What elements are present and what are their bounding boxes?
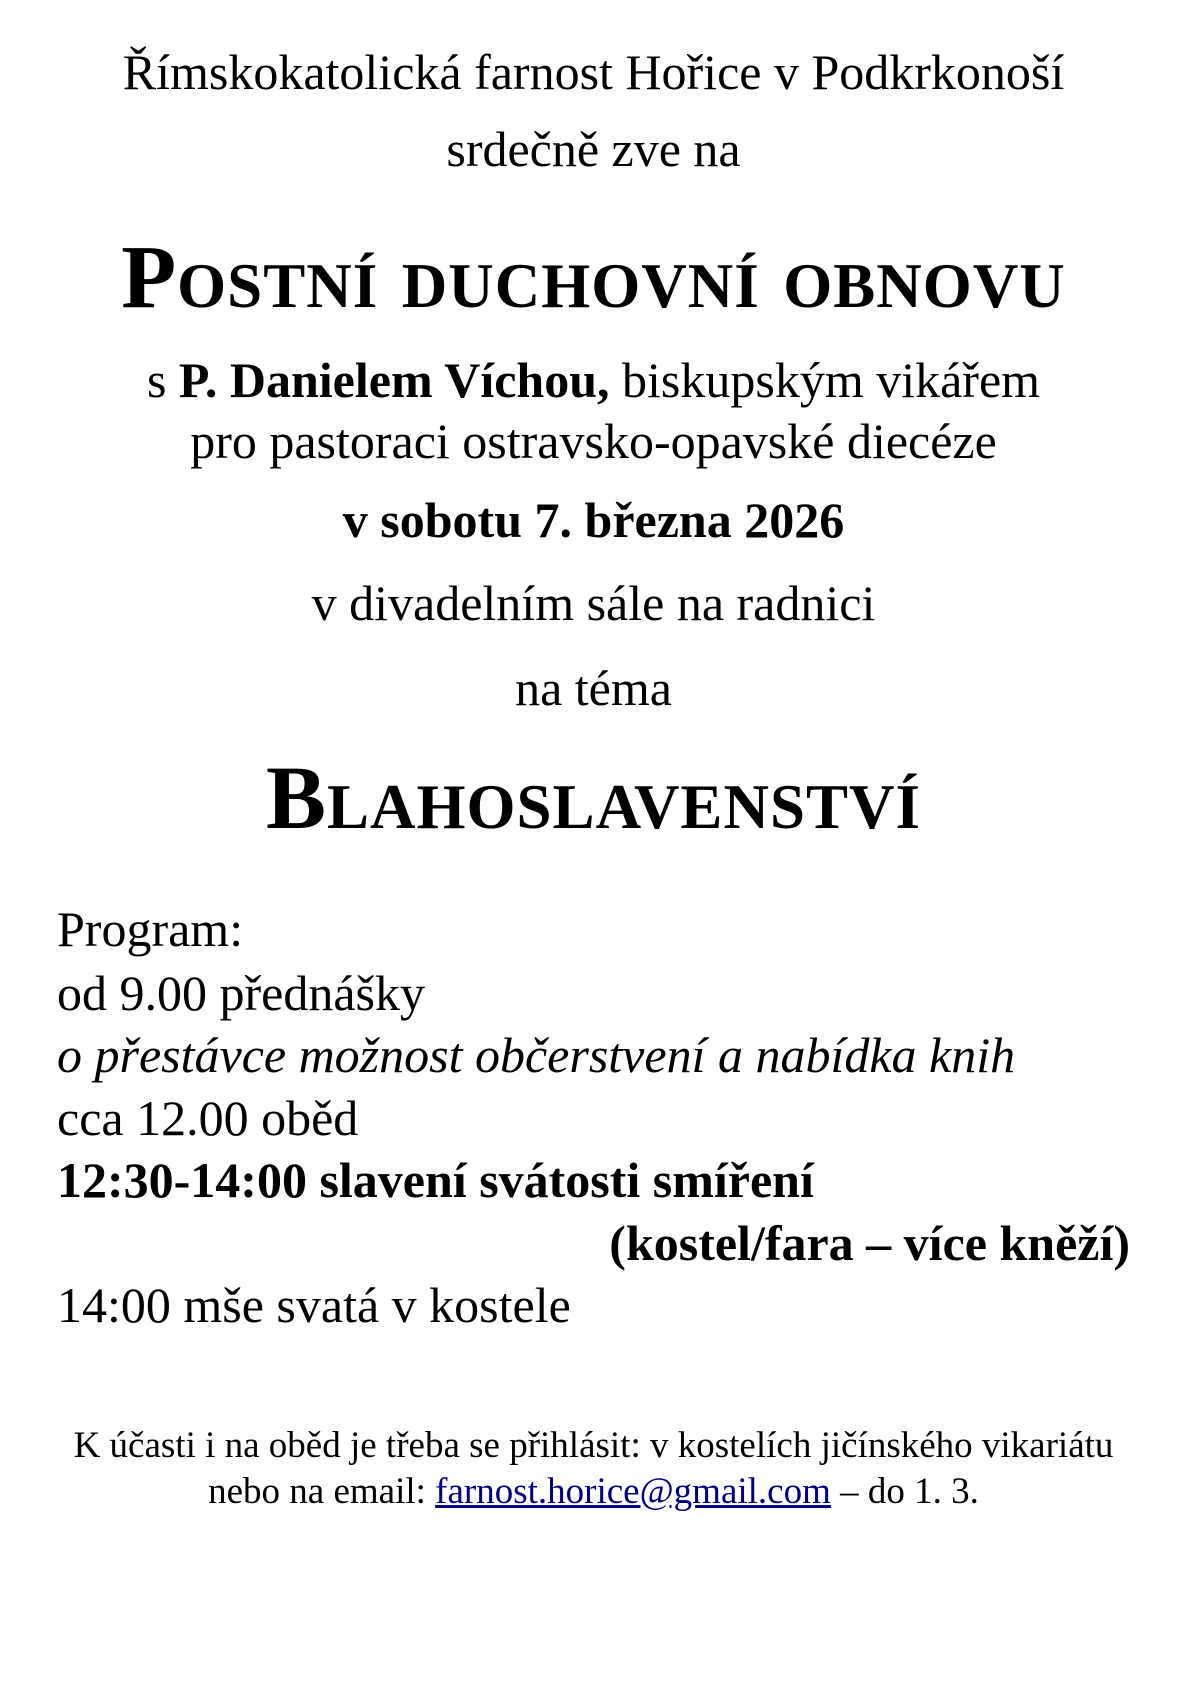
registration-email-link[interactable]: farnost.horice@gmail.com xyxy=(435,1470,831,1512)
speaker-paragraph xyxy=(57,350,1130,472)
theme-title: Blahoslavenství xyxy=(265,749,922,848)
parish-header-line2: srdečně zve na xyxy=(446,121,741,177)
program-item-lectures: od 9.00 přednášky xyxy=(57,964,425,1021)
registration-footer xyxy=(57,1423,1130,1516)
registration-info-line1: K účasti i na oběd je třeba se přihlásit: v kostelích jičínského vikariátu xyxy=(73,1424,1114,1466)
program-item-lunch: cca 12.00 oběd xyxy=(57,1089,359,1146)
program-item-confession-location: (kostel/fara – více kněží) xyxy=(609,1214,1130,1271)
program-heading: Program: xyxy=(57,900,244,957)
program-item-confession: 12:30-14:00 slavení svátosti smíření xyxy=(57,1152,814,1208)
speaker-diocese: pro pastoraci ostravsko-opavské diecéze xyxy=(190,413,997,469)
program-list xyxy=(57,962,1130,1337)
parish-header-line1: Římskokatolická farnost Hořice v Podkrkonoší xyxy=(122,44,1065,100)
speaker-name: P. Danielem Víchou, xyxy=(178,352,610,408)
registration-email-prefix: nebo na email: xyxy=(208,1470,436,1512)
theme-label: na téma xyxy=(515,660,672,716)
program-item-mass: 14:00 mše svatá v kostele xyxy=(57,1277,571,1333)
event-venue: v divadelním sále na radnici xyxy=(311,575,876,631)
registration-deadline: – do 1. 3. xyxy=(830,1470,979,1512)
speaker-role: biskupským vikářem xyxy=(609,352,1041,408)
event-title: Postní duchovní obnovu xyxy=(121,228,1066,327)
speaker-prefix: s xyxy=(146,352,179,408)
program-item-break-note: o přestávce možnost občerstvení a nabídka knih xyxy=(57,1027,1016,1083)
event-date: v sobotu 7. března 2026 xyxy=(342,492,845,548)
